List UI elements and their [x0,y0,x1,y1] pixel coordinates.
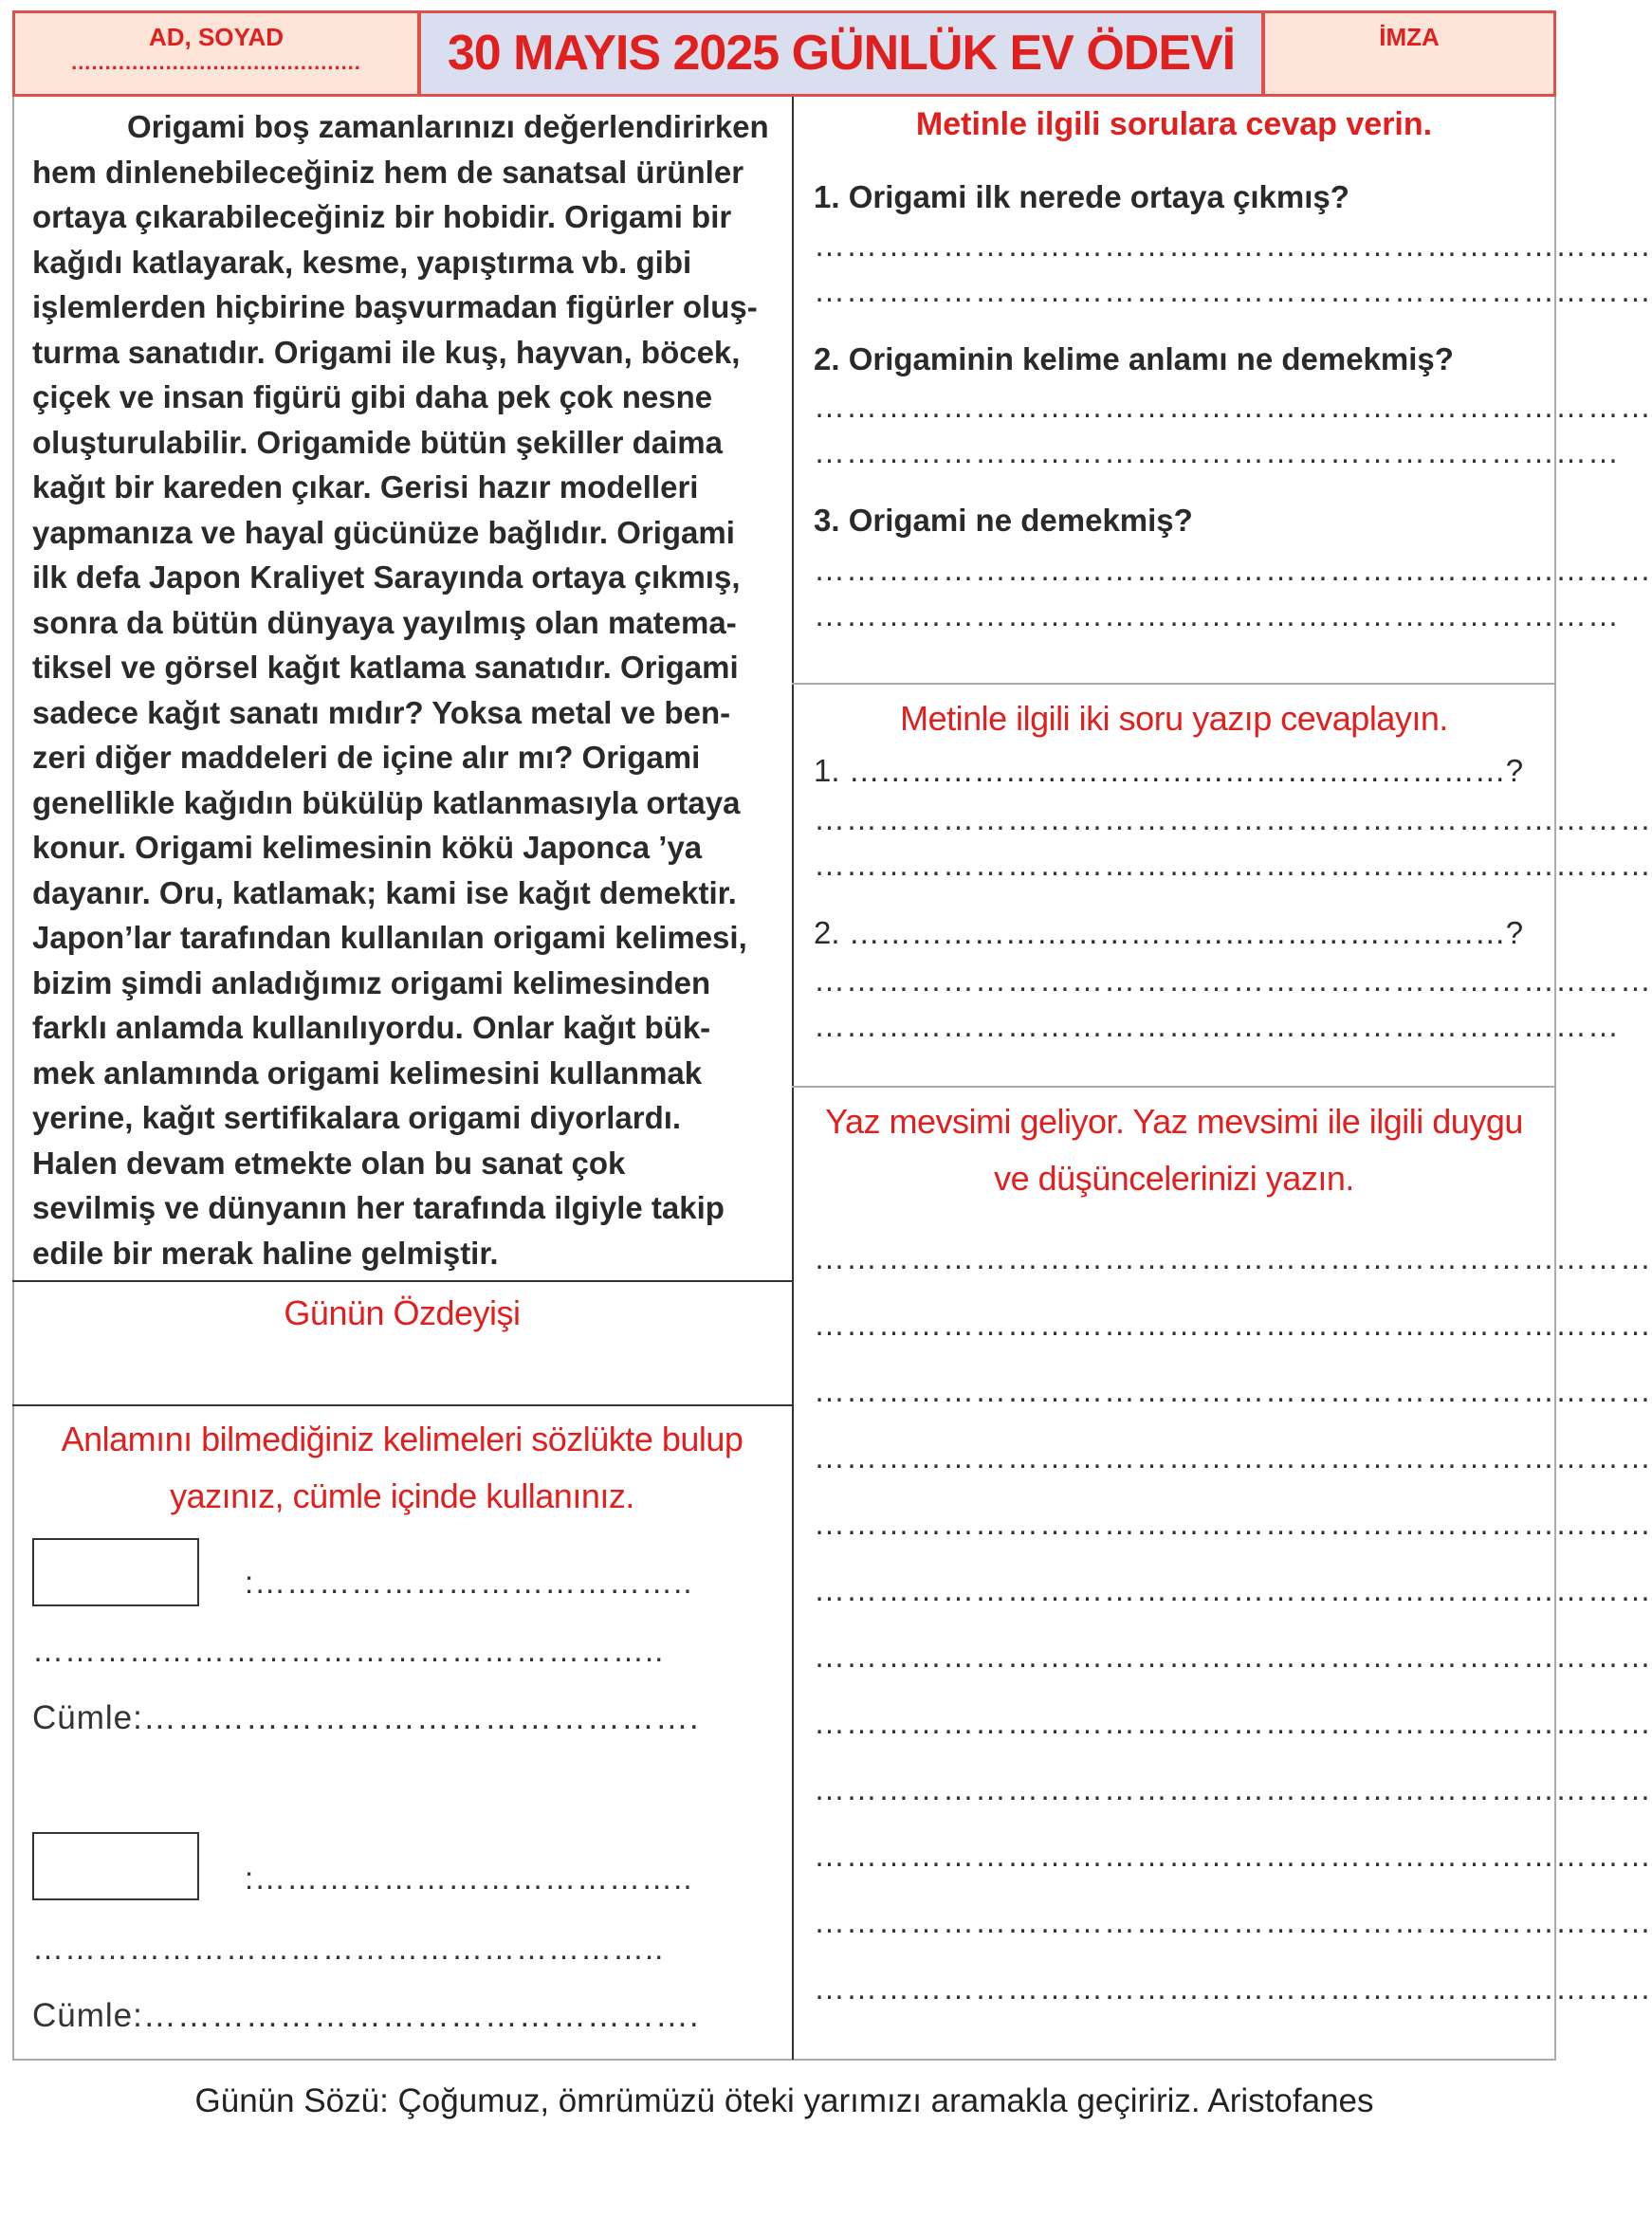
writing-line[interactable]: …………………………………………………………………… [814,1971,1652,2006]
writing-line[interactable]: …………………………………………………………………… [814,1439,1652,1475]
passage-line: bizim şimdi anladığımız origami kelimesinden [32,964,711,1000]
summer-title-2: ve düşüncelerinizi yazın. [994,1159,1354,1198]
passage-line: yapmanıza ve hayal gücünüze bağlıdır. Origami [32,514,735,550]
quote-answer-area[interactable] [28,1342,778,1399]
meaning-continue-2[interactable]: ………………………………………………….. [32,1931,665,1966]
passage-line: Origami boş zamanlarınızı değerlendirirken [127,109,769,144]
outer-left-border [12,97,14,2060]
passage-line: kağıdı katlayarak, kesme, yapıştırma vb. gibi [32,244,692,280]
title-box [418,10,1264,97]
answer-line[interactable]: ………………………………………………………………… [814,1008,1620,1043]
own-question-2[interactable]: 2. ………………………………………………………? [814,915,1524,950]
answer-line[interactable]: ………………………………………………………………… [814,434,1620,469]
writing-line[interactable]: …………………………………………………………………… [814,1506,1652,1541]
sentence-line-1[interactable]: Cümle:…………………………………………. [32,1699,700,1736]
passage-line: zeri diğer maddeleri de içine alır mı? Origami [32,740,701,775]
name-field[interactable] [12,10,420,97]
passage-line: tiksel ve görsel kağıt katlama sanatıdır. Origami [32,650,739,685]
passage-line: dayanır. Oru, katlamak; kami ise kağıt demektir. [32,874,737,910]
meaning-line-1[interactable]: :………………………………….. [245,1565,693,1600]
own-questions-title: Metinle ilgili iki soru yazıp cevaplayın. [900,699,1448,738]
passage-line: sadece kağıt sanatı mıdır? Yoksa metal ve ben- [32,694,731,730]
word-box-1[interactable] [32,1538,199,1606]
passage-line: farklı anlamda kullanılıyordu. Onlar kağıt bük- [32,1010,711,1045]
passage-line: turma sanatıdır. Origami ile kuş, hayvan, böcek, [32,334,741,370]
questions-divider [792,683,1555,685]
passage-line: ortaya çıkarabileceğiniz bir hobidir. Origami bir [32,199,732,234]
passage-line: ilk defa Japon Kraliyet Sarayında ortaya çıkmış, [32,559,741,595]
summer-title-1: Yaz mevsimi geliyor. Yaz mevsimi ile ilgili duygu [825,1102,1523,1141]
passage-line: edile bir merak haline gelmiştir. [32,1235,499,1271]
writing-line[interactable]: …………………………………………………………………… [814,1307,1652,1342]
quote-box-title: Günün Özdeyişi [284,1293,521,1332]
own-questions-divider [792,1086,1555,1088]
own-question-1[interactable]: 1. ………………………………………………………? [814,753,1524,788]
quote-box-bottom [12,1404,793,1406]
writing-line[interactable]: …………………………………………………………………… [814,1639,1652,1674]
answer-line[interactable]: …………………………………………………………………… [814,847,1652,882]
answer-line[interactable]: …………………………………………………………………… [814,801,1652,836]
signature-label: İMZA [1379,23,1440,51]
writing-line[interactable]: …………………………………………………………………… [814,1705,1652,1740]
name-label: AD, SOYAD [148,23,285,51]
writing-line[interactable]: …………………………………………………………………… [814,1838,1652,1873]
passage-line: işlemlerden hiçbirine başvurmadan figürler oluş- [32,289,758,324]
passage-line: genellikle kağıdın bükülüp katlanmasıyla ortaya [32,784,741,820]
passage-line: yerine, kağıt sertifikalara origami diyorlardı. [32,1100,682,1135]
vocab-instruction-1: Anlamını bilmediğiniz kelimeleri sözlükte bulup [61,1420,743,1458]
writing-line[interactable]: …………………………………………………………………… [814,1771,1652,1806]
answer-line[interactable]: ………………………………………………………………… [814,597,1620,632]
passage-line: konur. Origami kelimesinin kökü Japonca ’ya [32,830,703,865]
passage-line: çiçek ve insan figürü gibi daha pek çok nesne [32,379,713,414]
column-divider [792,97,794,2060]
answer-line[interactable]: …………………………………………………………………… [814,273,1652,308]
passage-line: kağıt bir kareden çıkar. Gerisi hazır modelleri [32,469,699,504]
saying-of-the-day: Günün Sözü: Çoğumuz, ömrümüzü öteki yarımızı aramakla geçiririz. Aristofanes [194,2082,1374,2119]
outer-bottom-border [12,2059,1556,2061]
meaning-line-2[interactable]: :………………………………….. [245,1861,693,1896]
passage-line: mek anlamında origami kelimesini kullanmak [32,1054,703,1091]
question-3: 3. Origami ne demekmiş? [814,503,1193,538]
signature-field[interactable] [1262,10,1556,97]
writing-line[interactable]: …………………………………………………………………… [814,1373,1652,1408]
passage-line: sonra da bütün dünyaya yayılmış olan matema- [32,604,737,640]
writing-line[interactable]: …………………………………………………………………… [814,1572,1652,1607]
answer-line[interactable]: …………………………………………………………………… [814,228,1652,263]
question-1: 1. Origami ilk nerede ortaya çıkmış? [814,179,1349,214]
reading-passage [32,104,791,1275]
questions-title: Metinle ilgili sorulara cevap verin. [915,106,1433,142]
quote-box-top [12,1280,793,1282]
writing-line[interactable]: …………………………………………………………………… [814,1904,1652,1939]
passage-line: sevilmiş ve dünyanın her tarafında ilgiyle takip [32,1190,725,1225]
word-box-2[interactable] [32,1832,199,1900]
passage-line: Japon’lar tarafından kullanılan origami kelimesi, [32,920,747,955]
passage-line: hem dinlenebileceğiniz hem de sanatsal ürünler [32,154,744,190]
meaning-continue-1[interactable]: ………………………………………………….. [32,1633,665,1668]
passage-line: oluşturulabilir. Origamide bütün şekiller daima [32,424,723,460]
page-title: 30 MAYIS 2025 GÜNLÜK EV ÖDEVİ [447,26,1236,81]
passage-line: Halen devam etmekte olan bu sanat çok [32,1145,626,1181]
writing-line[interactable]: …………………………………………………………………… [814,1240,1652,1275]
name-dots: ........................................... [71,50,361,74]
answer-line[interactable]: …………………………………………………………………… [814,389,1652,424]
answer-line[interactable]: …………………………………………………………………… [814,552,1652,587]
answer-line[interactable]: …………………………………………………………………… [814,962,1652,998]
question-2: 2. Origaminin kelime anlamı ne demekmiş? [814,341,1454,376]
sentence-line-2[interactable]: Cümle:…………………………………………. [32,1997,700,2034]
vocab-instruction-2: yazınız, cümle içinde kullanınız. [170,1476,634,1515]
